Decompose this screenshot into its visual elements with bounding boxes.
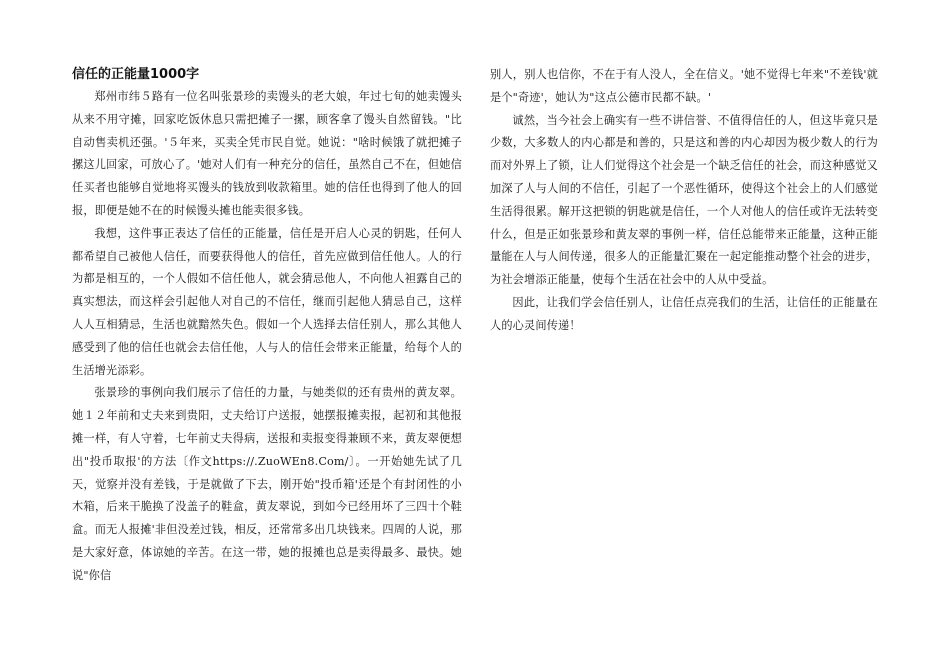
paragraph-2: 我想，这件事正表达了信任的正能量，信任是开启人心灵的钥匙，任何人都希望自己被他人信任，而要获得他人的信任，首先应做到信任他人。人的行为都是相互的，一个人假如不信任他人，就会猜忌他人，不向他人袒露自己的真实想法，而这样会引起他人对自己的不信任，继而引起他人猜忌自己，这样人人互相猜忌，生活也就黯然失色。假如一个人选择去信任别人，那么其他人感受到了他的信任也就会去信任他，人与人的信任会带来正能量，给每个人的生活增光添彩。	[72, 226, 462, 377]
right-column	[490, 64, 878, 338]
paragraph-5: 因此，让我们学会信任别人，让信任点亮我们的生活，让信任的正能量在人的心灵间传递！	[490, 295, 878, 332]
paragraph-1: 郑州市纬５路有一位名叫张景珍的卖馒头的老大娘，年过七旬的她卖馒头从来不用守摊，回家吃饭休息只需把摊子一摞，顾客拿了馒头自然留钱。"比自动售卖机还强。'５年来，买卖全凭市民自觉。她说："啥时候饿了就把摊子摞这儿回家，可放心了。'她对人们有一种充分的信任，虽然自己不在，但她信任买者也能够自觉地将买馒头的钱放到收款箱里。她的信任也得到了他人的回报，即便是她不在的时候馒头摊也能卖很多钱。	[72, 90, 462, 217]
paragraph-4: 诚然，当今社会上确实有一些不讲信誉、不值得信任的人，但这毕竟只是少数，大多数人的内心都是和善的，只是这和善的内心却因为极少数人的行为而对外界上了锁，让人们觉得这个社会是一个缺乏信任的社会，而这种感觉又加深了人与人间的不信任，引起了一个恶性循环，使得这个社会上的人们感觉生活得很累。解开这把锁的钥匙就是信任，一个人对他人的信任或许无法转变什么，但是正如张景珍和黄友翠的事例一样，信任总能带来正能量，这种正能量能在人与人间传递，很多人的正能量汇聚在一起定能推动整个社会的进步，为社会增添正能量，使每个生活在社会中的人从中受益。	[490, 113, 878, 287]
paragraph-3: 张景珍的事例向我们展示了信任的力量，与她类似的还有贵州的黄友翠。她１２年前和丈夫来到贵阳，丈夫给订户送报，她摆报摊卖报，起初和其他报摊一样，有人守着，七年前丈夫得病，送报和卖报变得兼顾不来，黄友翠便想出"投币取报'的方法〔作文https://.ZuoWEn8.Com/〕。一开始她先试了几天，觉察并没有差钱，于是就做了下去，刚开始"投币箱'还是个有封闭性的小木箱，后来干脆换了没盖子的鞋盒，黄友翠说，到如今已经用坏了三四十个鞋盒。而无人报摊'非但没差过钱，相反，还常常多出几块钱来。四周的人说，那是大家好意，体谅她的辛苦。在这一带，她的报摊也总是卖得最多、最快。她说"你信	[72, 386, 462, 582]
left-column	[72, 64, 462, 588]
essay-title: 信任的正能量1000字	[72, 67, 200, 82]
paragraph-3-continued: 别人，别人也信你，不在于有人没人，全在信义。'她不觉得七年来"不差钱'就是个"奇迹'，她认为"这点公德市民都不缺。'	[490, 68, 878, 104]
